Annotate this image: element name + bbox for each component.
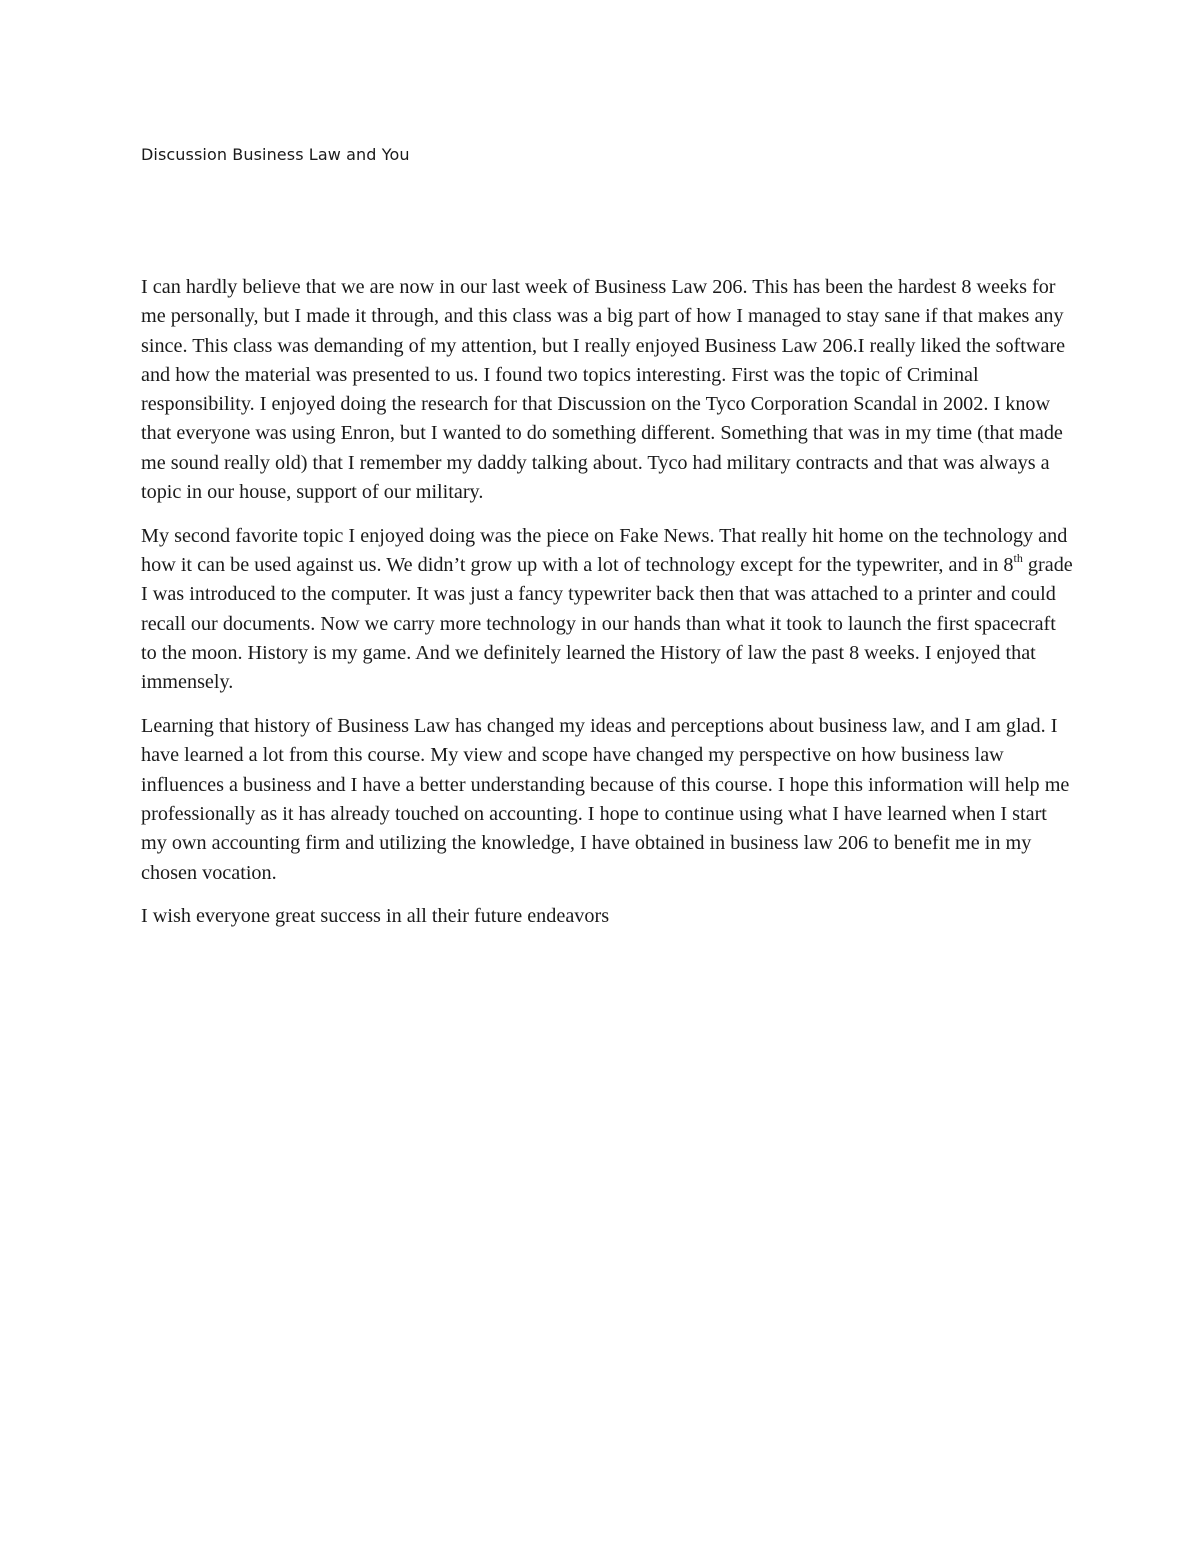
ordinal-superscript: th [1013,551,1023,566]
document-title: Discussion Business Law and You [141,145,410,164]
paragraph-3: Learning that history of Business Law has changed my ideas and perceptions about business law, and I am glad. I have learned a lot from this course. My view and scope have changed my perspective on how business law influences a business and I have a better understanding because of this course. I hope this information will help me professionally as it has already touched on accounting. I hope to continue using what I have learned when I start my own accounting firm and utilizing the knowledge, I have obtained in business law 206 to benefit me in my chosen vocation. [141,715,1070,884]
paragraph-2-text-start: My second favorite topic I enjoyed doing was the piece on Fake News. That really hit home on the technology and how it can be used against us. We didn’t grow up with a lot of technology except for the typewriter, and in 8 [141,524,1068,577]
paragraph-4: I wish everyone great success in all their future endeavors [141,905,610,928]
paragraph-2-text-end: grade I was introduced to the computer. It was just a fancy typewriter back then that was attached to a printer and could recall our documents. Now we carry more technology in our hands than what it took to launch the first spacecraft to the moon. History is my game. And we definitely learned the History of law the past 8 weeks. I enjoyed that immensely. [141,554,1073,694]
paragraph-1: I can hardly believe that we are now in our last week of Business Law 206. This has been the hardest 8 weeks for me personally, but I made it through, and this class was a big part of how I managed to stay sane if that makes any since. This class was demanding of my attention, but I really enjoyed Business Law 206.I really liked the software and how the material was presented to us. I found two topics interesting. First was the topic of Criminal responsibility. I enjoyed doing the research for that Discussion on the Tyco Corporation Scandal in 2002. I know that everyone was using Enron, but I wanted to do something different. Something that was in my time (that made me sound really old) that I remember my daddy talking about. Tyco had military contracts and that was always a topic in our house, support of our military. [141,276,1066,504]
document-body [141,273,1076,946]
paragraph-2 [141,522,1076,698]
